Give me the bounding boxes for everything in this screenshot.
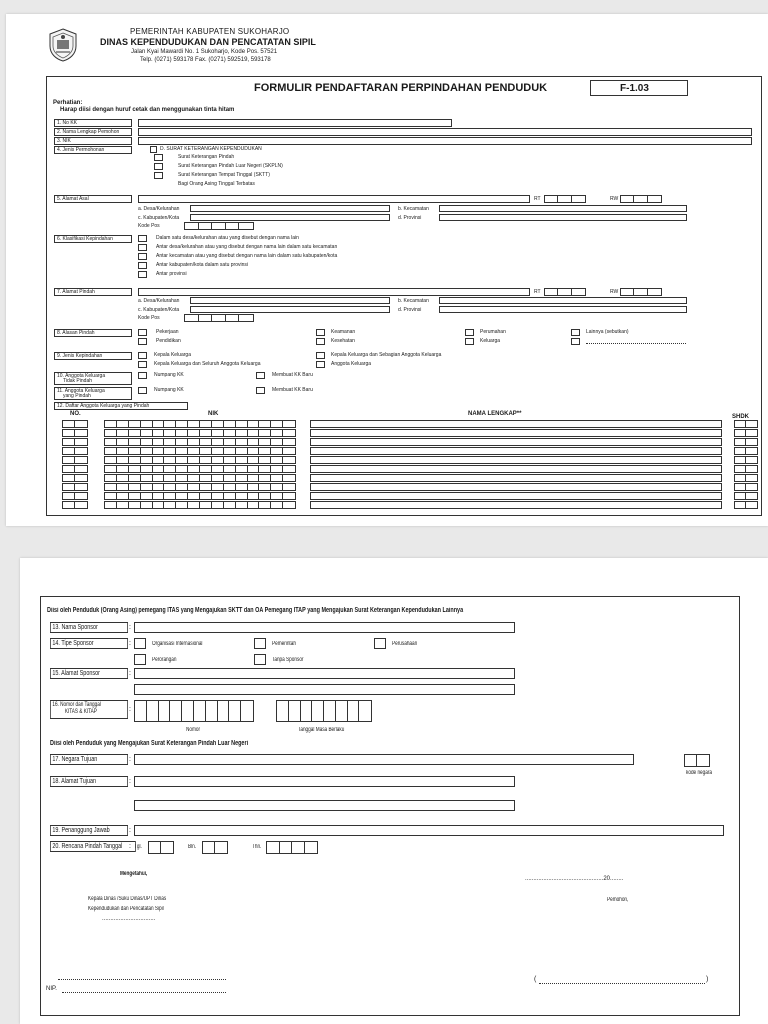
no-kk-field[interactable] bbox=[138, 119, 452, 127]
jenis-permohonan-head: D. SURAT KETERANGAN KEPENDUDUKAN bbox=[160, 146, 262, 152]
signature-bracket-close: ) bbox=[706, 976, 709, 983]
klasifikasi-1-checkbox[interactable] bbox=[138, 235, 147, 242]
tidak-pindah-numpang-label: Numpang KK bbox=[154, 372, 184, 378]
row-shdk-cells[interactable] bbox=[734, 438, 758, 446]
row-no-cells[interactable] bbox=[62, 474, 88, 482]
pekerjaan-checkbox[interactable] bbox=[138, 329, 147, 336]
label-alamat-pindah: 7. Alamat Pindah bbox=[54, 288, 132, 296]
row-no-cells[interactable] bbox=[62, 420, 88, 428]
colon-20: : bbox=[129, 843, 131, 850]
row-nik-cells[interactable] bbox=[104, 501, 296, 509]
kabupaten-label-pindah: c. Kabupaten/Kota bbox=[138, 307, 180, 313]
label-jenis-permohonan: 4. Jenis Permohonan bbox=[54, 146, 132, 154]
perusahaan-checkbox[interactable] bbox=[374, 638, 386, 649]
skpln-checkbox[interactable] bbox=[154, 163, 163, 170]
label-rencana-pindah: 20. Rencana Pindah Tanggal bbox=[50, 841, 136, 852]
row-shdk-cells[interactable] bbox=[734, 474, 758, 482]
row-no-cells[interactable] bbox=[62, 483, 88, 491]
klasifikasi-5-label: Antar provinsi bbox=[156, 271, 187, 277]
lainnya-label: Lainnya (sebutkan) bbox=[586, 329, 629, 335]
label-anggota-pindah-line2: yang Pindah bbox=[63, 393, 91, 399]
section-luar-negeri: Diisi oleh Penduduk yang Mengajukan Surat Keterangan Pindah Luar Negeri bbox=[50, 740, 249, 747]
sktt-checkbox[interactable] bbox=[154, 172, 163, 179]
label-nama-sponsor: 13. Nama Sponsor bbox=[50, 622, 128, 633]
klasifikasi-5-checkbox[interactable] bbox=[138, 271, 147, 278]
alamat-sponsor-field-1[interactable] bbox=[134, 668, 515, 679]
label-klasifikasi: 6. Klasifikasi Kepindahan bbox=[54, 235, 132, 243]
tanpa-sponsor-label: Tanpa Sponsor bbox=[272, 657, 304, 663]
table-row bbox=[62, 456, 762, 465]
lainnya-2-checkbox[interactable] bbox=[571, 338, 580, 345]
klasifikasi-4-checkbox[interactable] bbox=[138, 262, 147, 269]
pendidikan-checkbox[interactable] bbox=[138, 338, 147, 345]
colon-16: : bbox=[129, 706, 131, 713]
section-orang-asing: Diisi oleh Penduduk (Orang Asing) pemegang ITAS yang Mengajukan SKTT dan OA Pemegang ITAP yang Mengajukan Surat Keterangan Kependudukan Lainnya bbox=[47, 607, 464, 614]
provinsi-label-asal: d. Provinsi bbox=[398, 215, 422, 221]
row-nama-field[interactable] bbox=[310, 456, 722, 464]
pemohon-signature-line[interactable] bbox=[539, 983, 705, 984]
nip-label: NIP. bbox=[46, 986, 57, 992]
row-nik-cells[interactable] bbox=[104, 492, 296, 500]
nama-sponsor-field[interactable] bbox=[134, 622, 515, 633]
table-row bbox=[62, 429, 762, 438]
colon-13: : bbox=[129, 624, 131, 631]
row-nama-field[interactable] bbox=[310, 420, 722, 428]
kk-seluruh-checkbox[interactable] bbox=[138, 361, 147, 368]
mengetahui-label: Mengetahui, bbox=[120, 871, 148, 877]
row-shdk-cells[interactable] bbox=[734, 501, 758, 509]
klasifikasi-4-label: Antar kabupaten/kota dalam satu provinsi bbox=[156, 262, 248, 268]
form-page-1 bbox=[6, 14, 768, 526]
colon-14: : bbox=[129, 640, 131, 647]
pekerjaan-label: Pekerjaan bbox=[156, 329, 179, 335]
lainnya-dotted-line[interactable] bbox=[586, 343, 686, 344]
kode-negara-field[interactable] bbox=[684, 754, 710, 767]
row-shdk-cells[interactable] bbox=[734, 420, 758, 428]
label-daftar-anggota: 12. Daftar Anggota Keluarga yang Pindah bbox=[54, 402, 188, 410]
tgl-field[interactable] bbox=[148, 841, 174, 854]
keamanan-label: Keamanan bbox=[331, 329, 356, 335]
row-no-cells[interactable] bbox=[62, 492, 88, 500]
label-anggota-pindah-line1: 11. Anggota Keluarga bbox=[57, 388, 105, 394]
form-page-2 bbox=[20, 558, 768, 1024]
alamat-tujuan-field-1[interactable] bbox=[134, 776, 515, 787]
organisasi-checkbox[interactable] bbox=[134, 638, 146, 649]
date-line: ...............................................20........ bbox=[525, 876, 624, 882]
header-government: PEMERINTAH KABUPATEN SUKOHARJO bbox=[130, 27, 290, 36]
row-nama-field[interactable] bbox=[310, 474, 722, 482]
row-no-cells[interactable] bbox=[62, 429, 88, 437]
row-shdk-cells[interactable] bbox=[734, 429, 758, 437]
label-nik: 3. NIK bbox=[54, 137, 132, 145]
kecamatan-pindah-field[interactable] bbox=[439, 297, 687, 304]
row-no-cells[interactable] bbox=[62, 465, 88, 473]
alamat-asal-field[interactable] bbox=[138, 195, 530, 203]
row-no-cells[interactable] bbox=[62, 447, 88, 455]
label-negara-tujuan: 17. Negara Tujuan bbox=[50, 754, 128, 765]
label-alamat-sponsor: 15. Alamat Sponsor bbox=[50, 668, 128, 679]
rw-pindah-field[interactable] bbox=[620, 288, 662, 296]
row-nama-field[interactable] bbox=[310, 465, 722, 473]
kabupaten-pindah-field[interactable] bbox=[190, 306, 390, 313]
note-text: Harap diisi dengan huruf cetak dan menggunakan tinta hitam bbox=[60, 107, 235, 113]
perumahan-label: Perumahan bbox=[480, 329, 506, 335]
skp-label: Surat Keterangan Pindah bbox=[178, 154, 235, 160]
thn-label: Thn. bbox=[252, 844, 262, 850]
pemohon-label: Pemohon, bbox=[607, 897, 629, 903]
tanggal-berlaku-label: Tanggal Masa Berlaku bbox=[298, 727, 345, 733]
kepala-signature-line[interactable] bbox=[58, 979, 226, 980]
kodepos-pindah-field[interactable] bbox=[184, 314, 254, 322]
kk-sebagian-label: Kepala Keluarga dan Sebagian Anggota Keluarga bbox=[331, 352, 442, 358]
kk-seluruh-label: Kepala Keluarga dan Seluruh Anggota Keluarga bbox=[154, 361, 261, 367]
desa-label-pindah: a. Desa/Kelurahan bbox=[138, 298, 180, 304]
nomor-kitas-field[interactable] bbox=[134, 700, 254, 722]
rt-label-asal: RT bbox=[534, 196, 541, 202]
label-tipe-sponsor: 14. Tipe Sponsor bbox=[50, 638, 128, 649]
row-shdk-cells[interactable] bbox=[734, 483, 758, 491]
row-no-cells[interactable] bbox=[62, 501, 88, 509]
kesehatan-label: Kesehatan bbox=[331, 338, 355, 344]
row-nik-cells[interactable] bbox=[104, 420, 296, 428]
tidak-pindah-baru-checkbox[interactable] bbox=[256, 372, 265, 379]
penanggung-jawab-field[interactable] bbox=[134, 825, 724, 836]
orang-asing-label: Bagi Orang Asing Tinggal Terbatas bbox=[178, 181, 255, 187]
row-shdk-cells[interactable] bbox=[734, 465, 758, 473]
pendidikan-label: Pendidikan bbox=[156, 338, 181, 344]
anggota-keluarga-label: Anggota Keluarga bbox=[331, 361, 372, 367]
table-header-shdk: SHDK bbox=[732, 414, 750, 420]
label-penanggung-jawab: 19. Penanggung Jawab bbox=[50, 825, 128, 836]
row-nik-cells[interactable] bbox=[104, 483, 296, 491]
header-phone: Telp. (0271) 593178 Fax. (0271) 592519, 593178 bbox=[140, 57, 271, 63]
row-nik-cells[interactable] bbox=[104, 438, 296, 446]
anggota-keluarga-checkbox[interactable] bbox=[316, 361, 325, 368]
row-no-cells[interactable] bbox=[62, 438, 88, 446]
form-code: F-1.03 bbox=[620, 83, 649, 94]
table-row bbox=[62, 447, 762, 456]
keamanan-checkbox[interactable] bbox=[316, 329, 325, 336]
kk-sebagian-checkbox[interactable] bbox=[316, 352, 325, 359]
klasifikasi-3-checkbox[interactable] bbox=[138, 253, 147, 260]
kecamatan-label-pindah: b. Kecamatan bbox=[398, 298, 429, 304]
kepala-dinas-dots: ................................ bbox=[102, 916, 156, 922]
note-title: Perhatian: bbox=[53, 100, 83, 106]
tgl-label: Tgl. bbox=[134, 844, 142, 850]
provinsi-label-pindah: d. Provinsi bbox=[398, 307, 422, 313]
keluarga-label: Keluarga bbox=[480, 338, 501, 344]
colon-15: : bbox=[129, 670, 131, 677]
anggota-table bbox=[62, 420, 762, 512]
kepala-dinas-line1: Kepala Dinas /Suku Dinas/UPT Dinas bbox=[88, 896, 167, 902]
row-nik-cells[interactable] bbox=[104, 456, 296, 464]
colon-19: : bbox=[129, 827, 131, 834]
row-nama-field[interactable] bbox=[310, 492, 722, 500]
row-nik-cells[interactable] bbox=[104, 429, 296, 437]
klasifikasi-1-label: Dalam satu desa/kelurahan atau yang disebut dengan nama lain bbox=[156, 235, 299, 241]
row-nik-cells[interactable] bbox=[104, 474, 296, 482]
label-alasan: 8. Alasan Pindah bbox=[54, 329, 132, 337]
kepala-keluarga-checkbox[interactable] bbox=[138, 352, 147, 359]
header-address: Jalan Kyai Mawardi No. 1 Sukoharjo, Kode Pos. 57521 bbox=[131, 49, 278, 55]
kodepos-label-asal: Kode Pos bbox=[138, 223, 160, 229]
skp-checkbox[interactable] bbox=[154, 154, 163, 161]
alamat-sponsor-field-2[interactable] bbox=[134, 684, 515, 695]
table-header-nik: NIK bbox=[208, 411, 219, 417]
row-nik-cells[interactable] bbox=[104, 447, 296, 455]
rt-label-pindah: RT bbox=[534, 289, 541, 295]
nik-field[interactable] bbox=[138, 137, 752, 145]
row-nama-field[interactable] bbox=[310, 447, 722, 455]
form-title: FORMULIR PENDAFTARAN PERPINDAHAN PENDUDUK bbox=[254, 82, 548, 94]
negara-tujuan-field[interactable] bbox=[134, 754, 634, 765]
kodepos-label-pindah: Kode Pos bbox=[138, 315, 160, 321]
table-row bbox=[62, 438, 762, 447]
kepala-keluarga-label: Kepala Keluarga bbox=[154, 352, 191, 358]
label-anggota-tidak-pindah bbox=[54, 372, 132, 385]
kode-negara-label: kode negara bbox=[686, 770, 713, 776]
label-anggota-tidak-pindah-line1: 10. Anggota Keluarga bbox=[57, 373, 106, 379]
pemerintah-label: Pemerintah bbox=[272, 641, 296, 647]
label-no-kk: 1. No KK bbox=[54, 119, 132, 127]
table-row bbox=[62, 501, 762, 510]
row-shdk-cells[interactable] bbox=[734, 447, 758, 455]
label-kitas-line1: 16. Nomor dan Tanggal bbox=[52, 702, 101, 708]
sktt-label: Surat Keterangan Tempat Tinggal (SKTT) bbox=[178, 172, 270, 178]
alamat-pindah-field[interactable] bbox=[138, 288, 530, 296]
rw-label-asal: RW bbox=[610, 196, 619, 202]
nama-pemohon-field[interactable] bbox=[138, 128, 752, 136]
pemerintah-checkbox[interactable] bbox=[254, 638, 266, 649]
table-row bbox=[62, 465, 762, 474]
label-kitas-line2: KITAS & KITAP bbox=[64, 709, 97, 715]
pindah-numpang-label: Numpang KK bbox=[154, 387, 184, 393]
nomor-label: Nomor bbox=[186, 727, 201, 733]
row-nama-field[interactable] bbox=[310, 501, 722, 509]
organisasi-label: Organisasi Internasional bbox=[152, 641, 203, 647]
rw-asal-field[interactable] bbox=[620, 195, 662, 203]
perusahaan-label: Perusahaan bbox=[392, 641, 418, 647]
kabupaten-label-asal: c. Kabupaten/Kota bbox=[138, 215, 180, 221]
rt-asal-field[interactable] bbox=[544, 195, 586, 203]
kodepos-asal-field[interactable] bbox=[184, 222, 254, 230]
label-alamat-tujuan: 18. Alamat Tujuan bbox=[50, 776, 128, 787]
label-anggota-tidak-pindah-line2: Tidak Pindah bbox=[63, 378, 92, 384]
klasifikasi-2-label: Antar desa/kelurahan atau yang disebut dengan nama lain dalam satu kecamatan bbox=[156, 244, 338, 250]
bln-field[interactable] bbox=[202, 841, 228, 854]
provinsi-pindah-field[interactable] bbox=[439, 306, 687, 313]
row-nama-field[interactable] bbox=[310, 429, 722, 437]
tanggal-kitas-field[interactable] bbox=[276, 700, 372, 722]
label-nama-pemohon: 2. Nama Lengkap Pemohon bbox=[54, 128, 132, 136]
row-nik-cells[interactable] bbox=[104, 465, 296, 473]
kepala-dinas-line2: Kependudukan dan Pencatatan Sipil bbox=[88, 906, 164, 912]
tidak-pindah-baru-label: Membuat KK Baru bbox=[272, 372, 313, 378]
label-alamat-asal: 5. Alamat Asal bbox=[54, 195, 132, 203]
table-row bbox=[62, 492, 762, 501]
pindah-numpang-checkbox[interactable] bbox=[138, 387, 147, 394]
bln-label: Bln. bbox=[188, 844, 197, 850]
header-agency: DINAS KEPENDUDUKAN DAN PENCATATAN SIPIL bbox=[100, 37, 316, 47]
kecamatan-asal-field[interactable] bbox=[439, 205, 687, 212]
label-kitas bbox=[50, 700, 128, 719]
colon-18: : bbox=[129, 778, 131, 785]
perorangan-checkbox[interactable] bbox=[134, 654, 146, 665]
table-row bbox=[62, 474, 762, 483]
table-row bbox=[62, 483, 762, 492]
tanpa-sponsor-checkbox[interactable] bbox=[254, 654, 266, 665]
row-nama-field[interactable] bbox=[310, 483, 722, 491]
label-anggota-pindah bbox=[54, 387, 132, 400]
rt-pindah-field[interactable] bbox=[544, 288, 586, 296]
table-header-nama: NAMA LENGKAP** bbox=[468, 411, 522, 417]
desa-label-asal: a. Desa/Kelurahan bbox=[138, 206, 180, 212]
desa-pindah-field[interactable] bbox=[190, 297, 390, 304]
jenis-permohonan-d-checkbox[interactable] bbox=[150, 146, 157, 153]
klasifikasi-2-checkbox[interactable] bbox=[138, 244, 147, 251]
alamat-tujuan-field-2[interactable] bbox=[134, 800, 515, 811]
perorangan-label: Perorangan bbox=[152, 657, 177, 663]
table-header-no: NO. bbox=[70, 411, 81, 417]
klasifikasi-3-label: Antar kecamatan atau yang disebut dengan nama lain dalam satu kabupaten/kota bbox=[156, 253, 338, 259]
provinsi-asal-field[interactable] bbox=[439, 214, 687, 221]
tidak-pindah-numpang-checkbox[interactable] bbox=[138, 372, 147, 379]
kabupaten-asal-field[interactable] bbox=[190, 214, 390, 221]
nip-line[interactable] bbox=[62, 992, 226, 993]
skpln-label: Surat Keterangan Pindah Luar Negeri (SKPLN) bbox=[178, 163, 283, 169]
row-nama-field[interactable] bbox=[310, 438, 722, 446]
table-row bbox=[62, 420, 762, 429]
sukoharjo-emblem-icon bbox=[48, 28, 78, 62]
thn-field[interactable] bbox=[266, 841, 318, 854]
row-shdk-cells[interactable] bbox=[734, 492, 758, 500]
lainnya-checkbox[interactable] bbox=[571, 329, 580, 336]
kesehatan-checkbox[interactable] bbox=[316, 338, 325, 345]
colon-17: : bbox=[129, 756, 131, 763]
perumahan-checkbox[interactable] bbox=[465, 329, 474, 336]
kecamatan-label-asal: b. Kecamatan bbox=[398, 206, 429, 212]
pindah-baru-label: Membuat KK Baru bbox=[272, 387, 313, 393]
row-no-cells[interactable] bbox=[62, 456, 88, 464]
desa-asal-field[interactable] bbox=[190, 205, 390, 212]
pindah-baru-checkbox[interactable] bbox=[256, 387, 265, 394]
keluarga-checkbox[interactable] bbox=[465, 338, 474, 345]
signature-bracket-open: ( bbox=[534, 976, 537, 983]
row-shdk-cells[interactable] bbox=[734, 456, 758, 464]
label-jenis-kepindahan: 9. Jenis Kepindahan bbox=[54, 352, 132, 360]
rw-label-pindah: RW bbox=[610, 289, 619, 295]
